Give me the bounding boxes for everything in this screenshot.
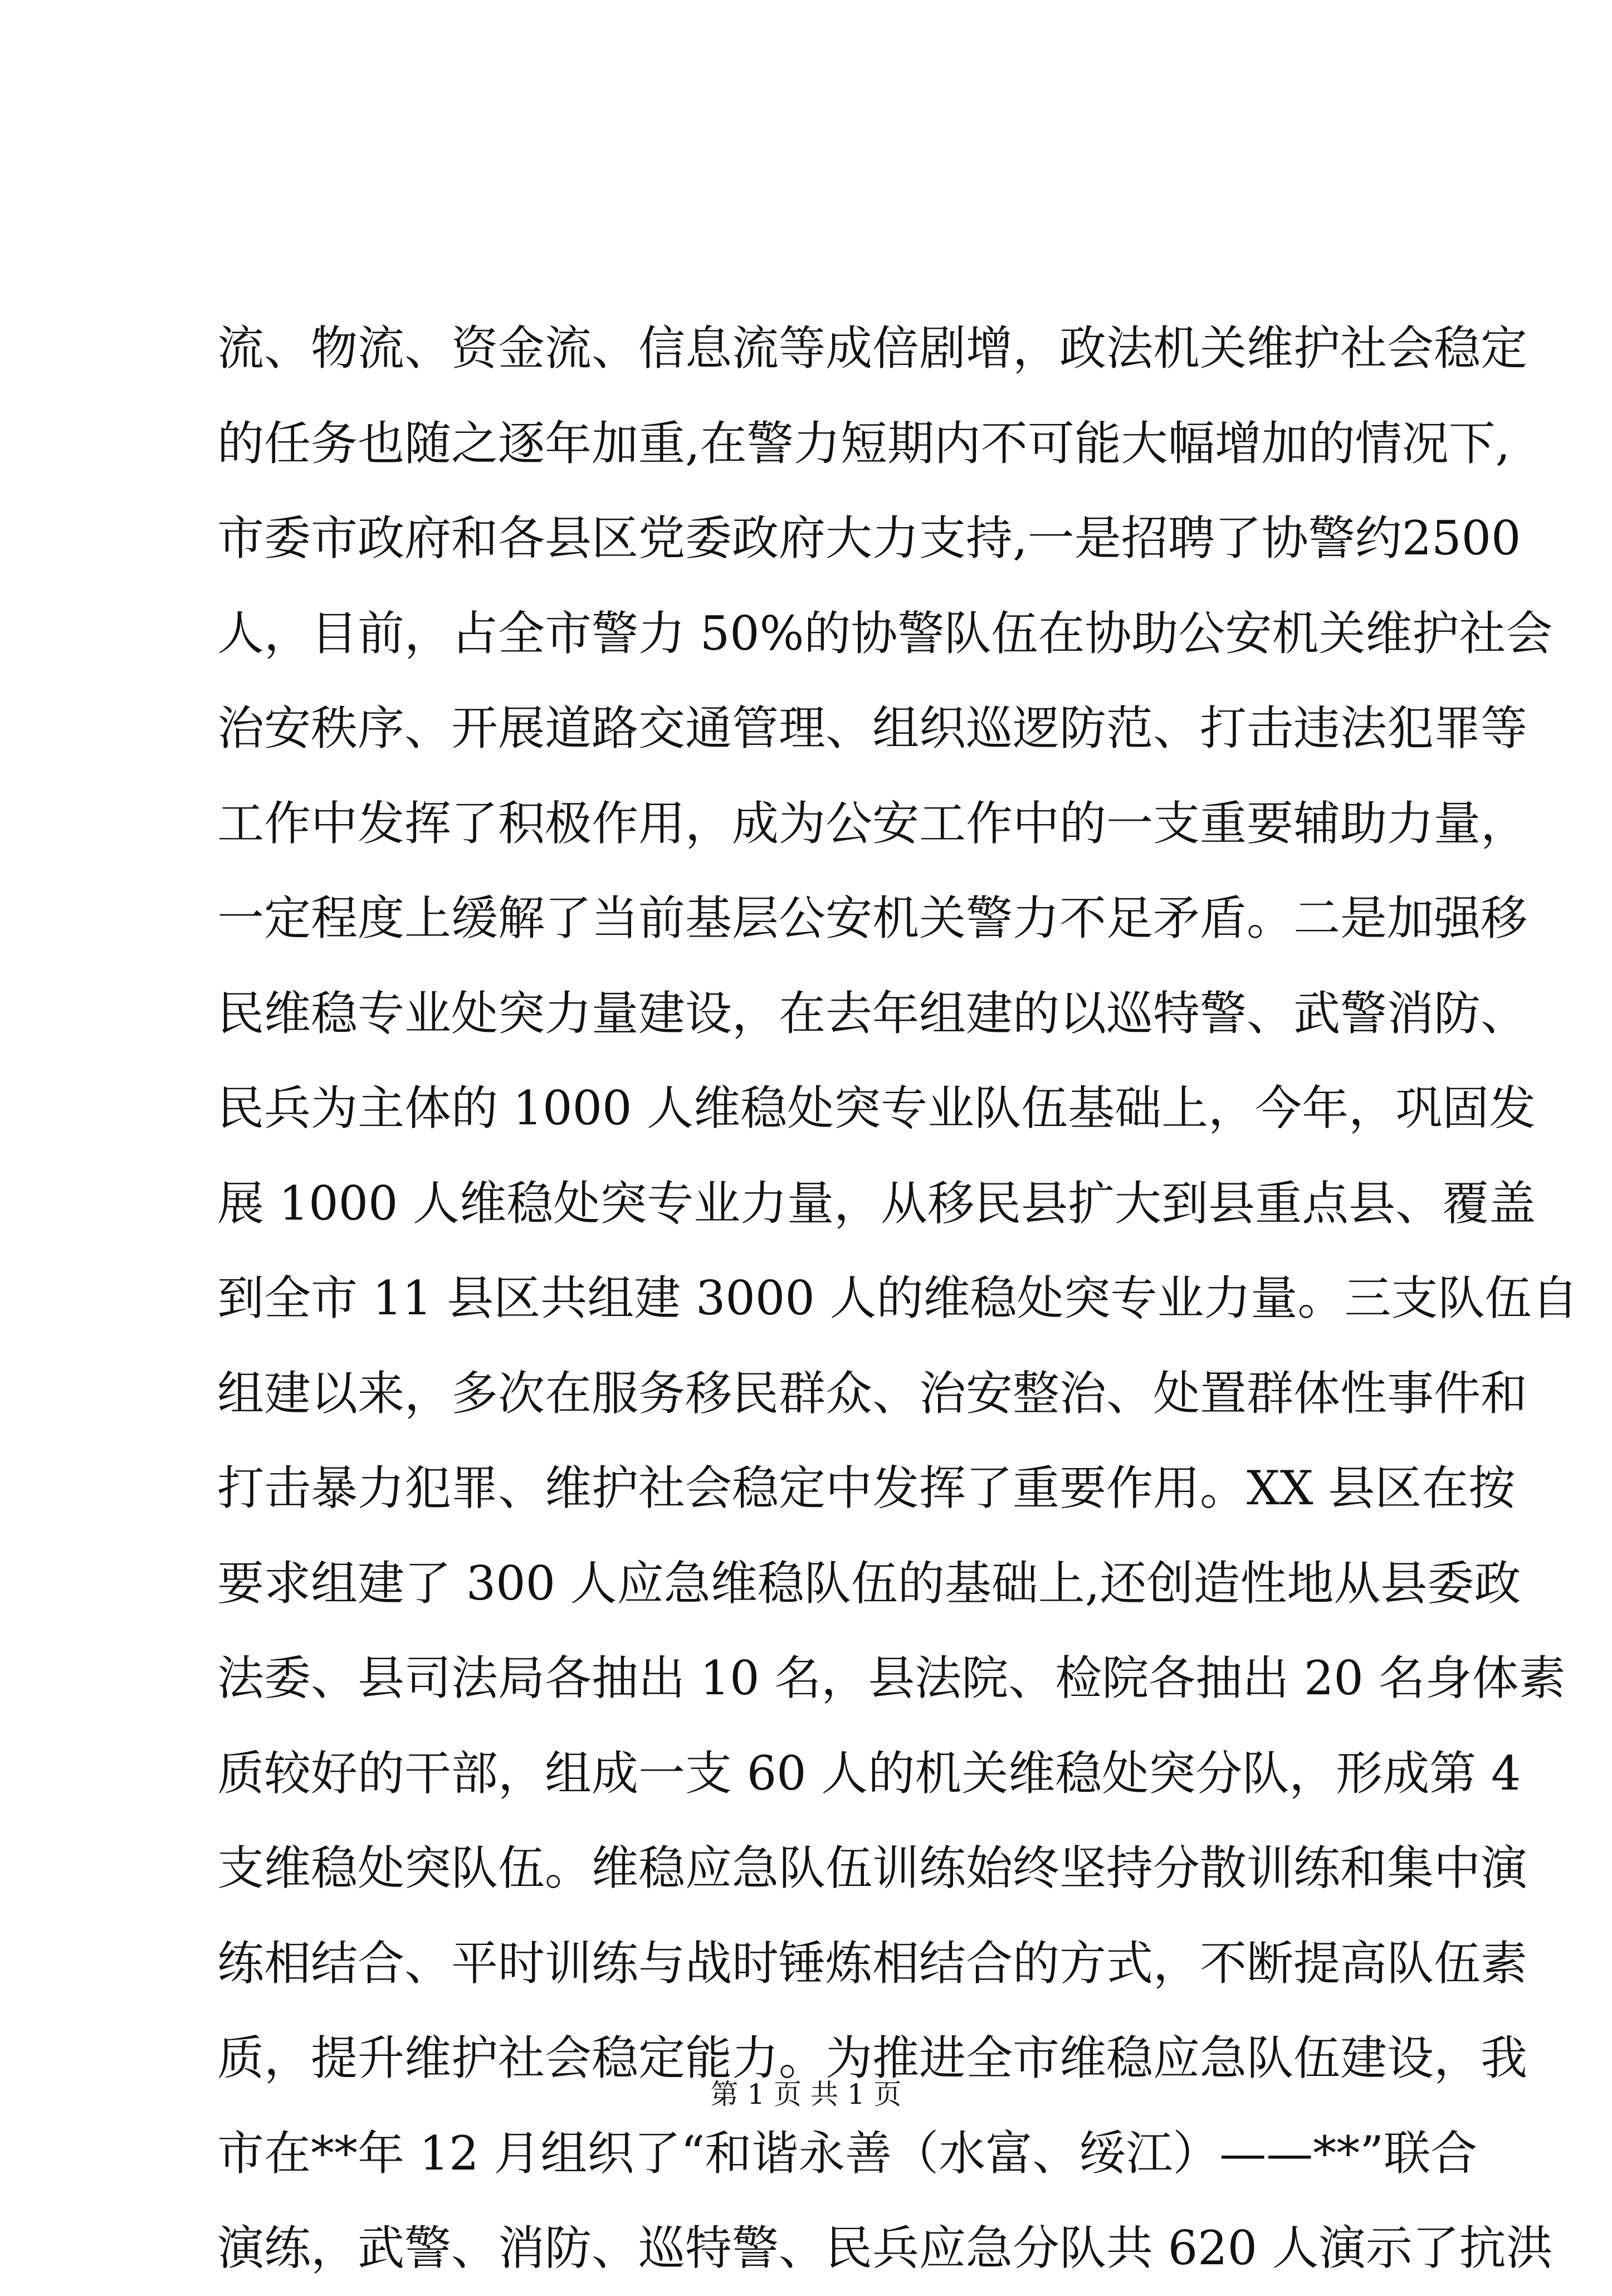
body-line: 的任务也随之逐年加重,在警力短期内不可能大幅增加的情况下, bbox=[217, 416, 1511, 471]
body-line: 人，目前，占全市警力 50%的协警队伍在协助公安机关维护社会 bbox=[217, 606, 1553, 661]
body-line: 工作中发挥了积极作用，成为公安工作中的一支重要辅助力量， bbox=[217, 796, 1528, 851]
body-line: 民兵为主体的 1000 人维稳处突专业队伍基础上，今年，巩固发 bbox=[217, 1081, 1536, 1135]
body-line: 市委市政府和各县区党委政府大力支持,一是招聘了协警约2500 bbox=[217, 511, 1521, 566]
document-body bbox=[217, 301, 1579, 2296]
body-line: 一定程度上缓解了当前基层公安机关警力不足矛盾。二是加强移 bbox=[217, 891, 1528, 945]
body-line: 法委、县司法局各抽出 10 名，县法院、检院各抽出 20 名身体素 bbox=[217, 1651, 1566, 1705]
body-line: 治安秩序、开展道路交通管理、组织巡逻防范、打击违法犯罪等 bbox=[217, 701, 1528, 755]
body-line: 到全市 11 县区共组建 3000 人的维稳处突专业力量。三支队伍自 bbox=[217, 1271, 1579, 1325]
body-line: 民维稳专业处突力量建设，在去年组建的以巡特警、武警消防、 bbox=[217, 986, 1528, 1041]
body-line: 练相结合、平时训练与战时锤炼相结合的方式，不断提高队伍素 bbox=[217, 1936, 1528, 1991]
body-line: 演练，武警、消防、巡特警、民兵应急分队共 620 人演示了抗洪 bbox=[217, 2221, 1553, 2275]
body-line: 市在**年 12 月组织了“和谐永善（水富、绥江）——**”联合 bbox=[217, 2126, 1478, 2181]
page-number-footer: 第 1 页 共 1 页 bbox=[710, 2078, 902, 2110]
body-line: 质，提升维护社会稳定能力。为推进全市维稳应急队伍建设，我 bbox=[217, 2031, 1528, 2085]
body-line: 流、物流、资金流、信息流等成倍剧增，政法机关维护社会稳定 bbox=[217, 321, 1528, 376]
body-line: 支维稳处突队伍。维稳应急队伍训练始终坚持分散训练和集中演 bbox=[217, 1841, 1528, 1895]
body-line: 质较好的干部，组成一支 60 人的机关维稳处突分队，形成第 4 bbox=[217, 1746, 1521, 1801]
body-line: 组建以来，多次在服务移民群众、治安整治、处置群体性事件和 bbox=[217, 1366, 1528, 1421]
body-line: 打击暴力犯罪、维护社会稳定中发挥了重要作用。XX 县区在按 bbox=[217, 1461, 1516, 1515]
body-line: 要求组建了 300 人应急维稳队伍的基础上,还创造性地从县委政 bbox=[217, 1556, 1521, 1611]
body-line: 展 1000 人维稳处突专业力量，从移民县扩大到县重点县、覆盖 bbox=[217, 1176, 1536, 1231]
